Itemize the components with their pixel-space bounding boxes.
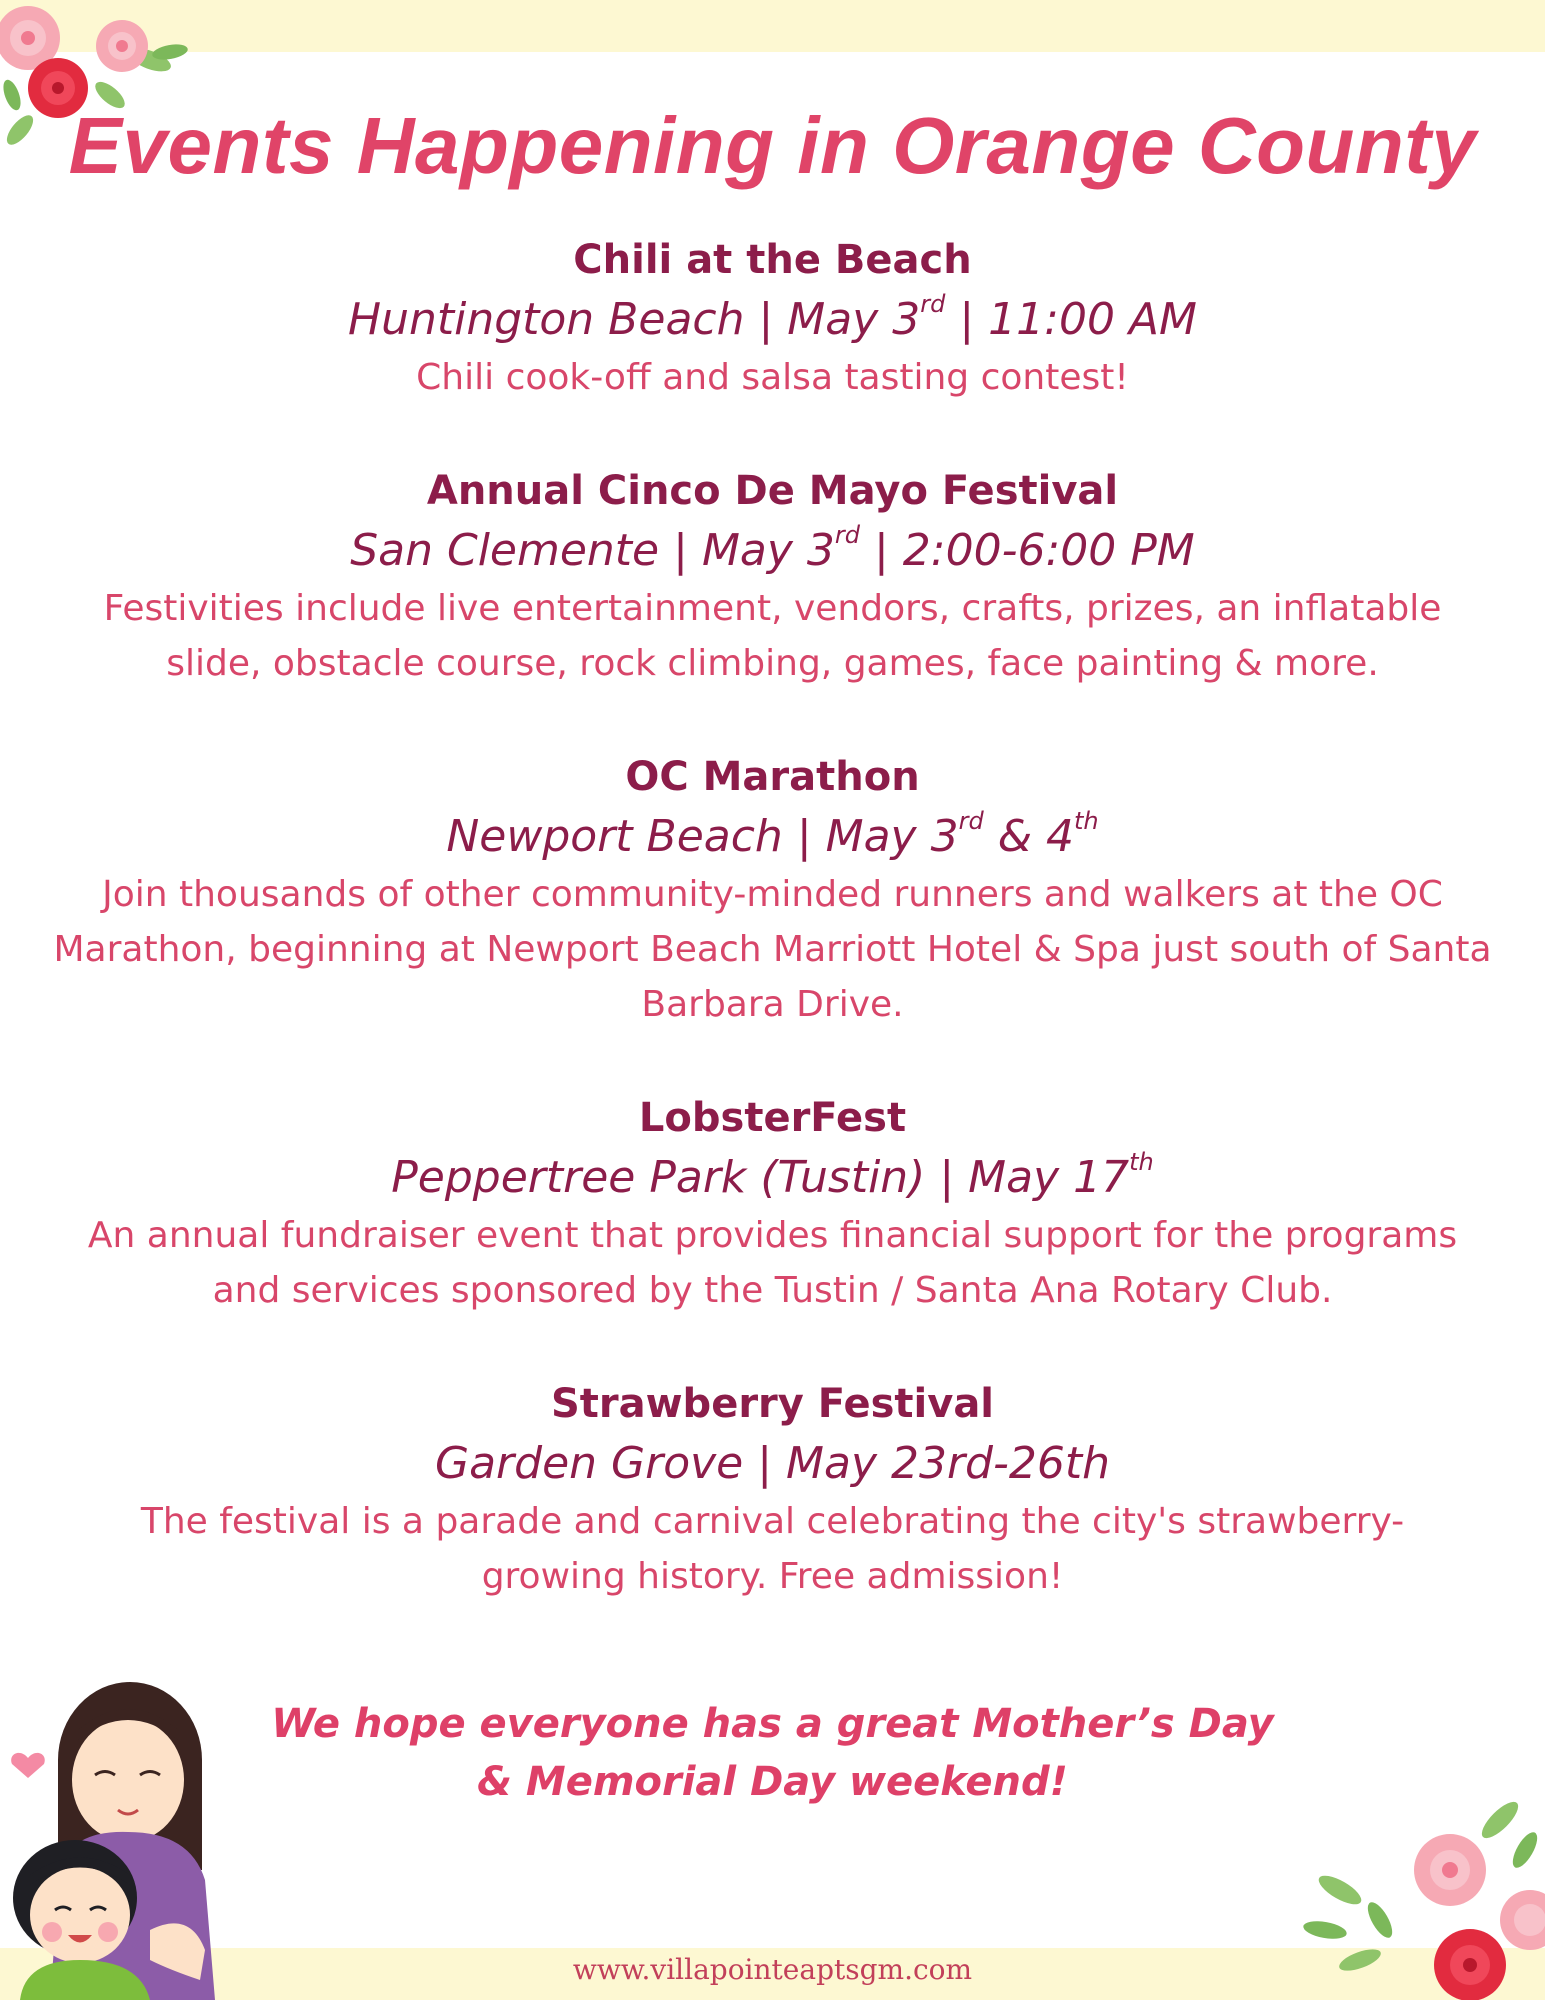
- event-description: Join thousands of other community-minded runners and walkers at the OC Marathon, beginning at Newport Beach Marriott Hotel & Spa just south of Santa Barbara Drive.: [53, 874, 1492, 1025]
- event-location: Peppertree Park (Tustin): [391, 1152, 926, 1203]
- closing-message: [0, 1695, 1545, 1811]
- event-item: [40, 461, 1505, 691]
- closing-line-2: & Memorial Day weekend!: [477, 1759, 1068, 1805]
- event-meta: Garden Grove | May 23rd-26th: [434, 1438, 1110, 1489]
- event-description: An annual fundraiser event that provides financial support for the programs and services sponsored by the Tustin / Santa Ana Rotary Club.: [87, 1215, 1458, 1311]
- event-description: The festival is a parade and carnival celebrating the city's strawberry-growing history. Free admission!: [140, 1501, 1405, 1597]
- event-name: Chili at the Beach: [573, 237, 972, 283]
- event-meta: Newport Beach | May 3rd & 4th: [446, 807, 1099, 862]
- event-date-join-suffix: th: [1073, 807, 1099, 835]
- event-date: May 3: [701, 525, 835, 576]
- event-name: Strawberry Festival: [550, 1381, 995, 1427]
- event-location: Garden Grove: [434, 1438, 744, 1489]
- top-band: [0, 0, 1545, 52]
- event-date: May 3: [825, 811, 959, 862]
- closing-line-1: We hope everyone has a great Mother’s Day: [271, 1701, 1274, 1747]
- event-date-suffix: rd: [958, 807, 984, 835]
- event-name: OC Marathon: [625, 754, 920, 800]
- event-meta: Huntington Beach | May 3rd | 11:00 AM: [347, 290, 1197, 345]
- event-time: 11:00 AM: [988, 294, 1197, 345]
- event-description: Festivities include live entertainment, vendors, crafts, prizes, an inflatable slide, obstacle course, rock climbing, games, face painting & more.: [103, 588, 1442, 684]
- event-date: May 3: [787, 294, 921, 345]
- event-date: May 17: [968, 1152, 1130, 1203]
- page-title: Events Happening in Orange County: [68, 101, 1477, 190]
- event-location: Huntington Beach: [347, 294, 745, 345]
- event-date: May 23rd-26th: [786, 1438, 1110, 1489]
- event-date-join: & 4: [997, 811, 1074, 862]
- event-location: Newport Beach: [446, 811, 783, 862]
- event-location: San Clemente: [350, 525, 660, 576]
- event-item: [40, 230, 1505, 405]
- event-name: LobsterFest: [638, 1095, 907, 1141]
- events-list: [40, 230, 1505, 1604]
- event-date-suffix: th: [1129, 1148, 1154, 1176]
- event-description: Chili cook-off and salsa tasting contest!: [416, 357, 1129, 398]
- website-link[interactable]: www.villapointeaptsgm.com: [572, 1953, 973, 1986]
- event-name: Annual Cinco De Mayo Festival: [426, 468, 1119, 514]
- event-item: [40, 747, 1505, 1032]
- event-time: 2:00-6:00 PM: [902, 525, 1195, 576]
- event-date-suffix: rd: [920, 290, 946, 318]
- event-date-suffix: rd: [834, 521, 860, 549]
- event-meta: Peppertree Park (Tustin) | May 17th: [391, 1148, 1154, 1203]
- event-meta: San Clemente | May 3rd | 2:00-6:00 PM: [350, 521, 1195, 576]
- event-item: [40, 1088, 1505, 1318]
- event-item: [40, 1374, 1505, 1604]
